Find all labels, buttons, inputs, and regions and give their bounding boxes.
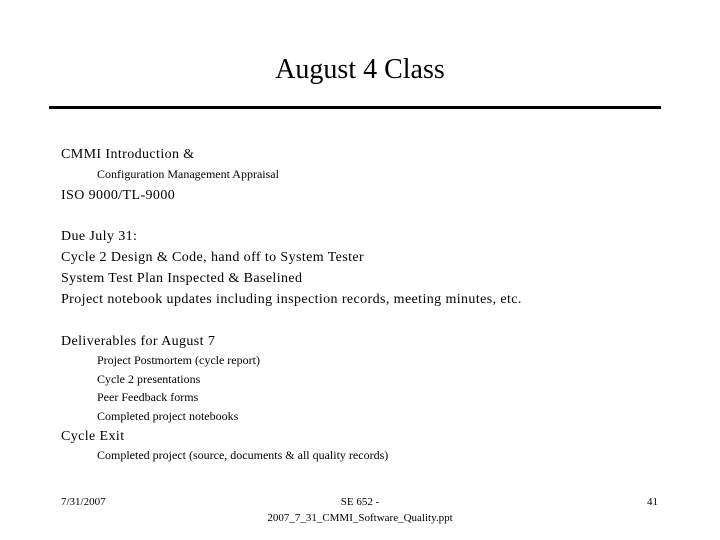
sub-bullet-presentations: Cycle 2 presentations [97,372,201,386]
bullet-test-plan: System Test Plan Inspected & Baselined [61,271,303,286]
sub-bullet-config-mgmt: Configuration Management Appraisal [97,167,279,181]
bullet-deliverables: Deliverables for August 7 [61,334,216,349]
sub-bullet-completed-project: Completed project (source, documents & all quality records) [97,448,389,462]
footer-course-line1: SE 652 - [340,496,380,508]
bullet-due-july: Due July 31: [61,229,138,244]
bullet-cycle2-design: Cycle 2 Design & Code, hand off to System Tester [61,250,365,265]
bullet-cycle-exit: Cycle Exit [61,429,125,444]
footer-course [230,494,490,526]
bullet-notebook-updates: Project notebook updates including inspection records, meeting minutes, etc. [61,292,522,307]
sub-bullet-peer-feedback: Peer Feedback forms [97,390,199,404]
bullet-iso: ISO 9000/TL-9000 [61,188,176,203]
sub-bullet-completed-notebooks: Completed project notebooks [97,409,239,423]
footer-date: 7/31/2007 [61,496,106,508]
footer-page-number: 41 [647,496,658,508]
title-divider [49,106,661,109]
bullet-cmmi-intro: CMMI Introduction & [61,147,195,162]
footer-course-line2: 2007_7_31_CMMI_Software_Quality.ppt [267,512,453,524]
sub-bullet-postmortem: Project Postmortem (cycle report) [97,353,260,367]
slide-title: August 4 Class [275,54,445,85]
